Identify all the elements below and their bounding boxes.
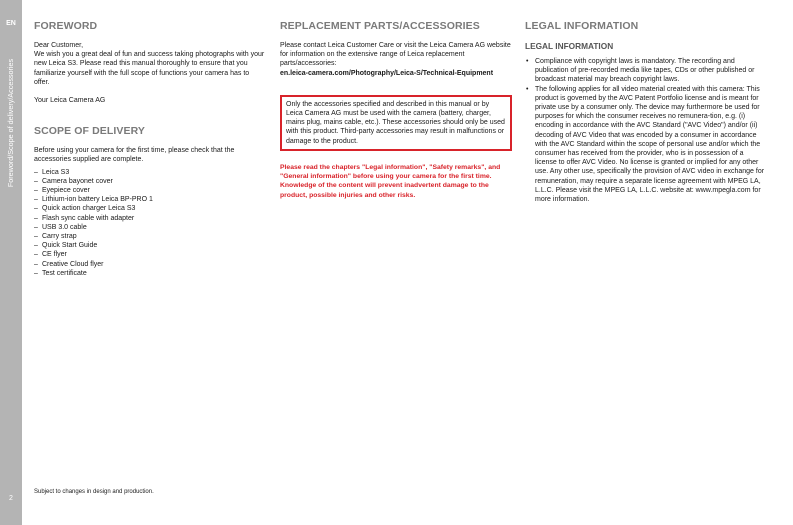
list-item: – Quick action charger Leica S3 [34, 204, 266, 213]
side-tab [0, 0, 22, 525]
legal-list [525, 57, 765, 204]
language-label: EN [6, 20, 16, 27]
column-foreword [34, 20, 266, 278]
foreword-signature: Your Leica Camera AG [34, 97, 106, 105]
list-item: • Compliance with copyright laws is mandatory. The recording and publication of pre-recorded media like tapes, CDs or other published or broadcast material may breach copyright laws. [525, 57, 765, 85]
scope-intro: Before using your camera for the first time, please check that the accessories supplied are complete. [34, 147, 235, 164]
column-replacement [280, 20, 512, 200]
list-item: – Lithium-ion battery Leica BP-PRO 1 [34, 195, 266, 204]
legal-heading: LEGAL INFORMATION [525, 20, 639, 32]
list-item: – Flash sync cable with adapter [34, 214, 266, 223]
column-legal [525, 20, 765, 204]
footer-note: Subject to changes in design and production. [34, 489, 154, 495]
scope-heading: SCOPE OF DELIVERY [34, 125, 145, 138]
section-title-vertical: Foreword/Scope of delivery/Accessories [6, 58, 15, 188]
list-item: – Quick Start Guide [34, 241, 266, 250]
notice-text: Only the accessories specified and described in this manual or by Leica Camera AG must be used with the camera (battery, charger, mains plug, mains cable, etc.). These accessories should only be used with this product. Third-party accessories may result in malfunctions or damage to the product. [286, 100, 505, 145]
list-item: – Leica S3 [34, 168, 266, 177]
safety-warning: Please read the chapters "Legal information", "Safety remarks", and "General information" before using your camera for the first time. Knowledge of the content will prevent inadvertent damage to the product, possible injuries and other risks. [280, 163, 501, 199]
list-item: – Camera bayonet cover [34, 177, 266, 186]
list-item: – Creative Cloud flyer [34, 260, 266, 269]
list-item: – Carry strap [34, 232, 266, 241]
list-item: – USB 3.0 cable [34, 223, 266, 232]
replacement-body: Please contact Leica Customer Care or visit the Leica Camera AG website for information on the extensive range of Leica replacement parts/accessories: [280, 42, 511, 68]
page-number: 2 [9, 495, 13, 502]
legal-subheading: LEGAL INFORMATION [525, 41, 614, 51]
accessories-notice-box [280, 95, 512, 151]
foreword-greeting: Dear Customer, [34, 42, 84, 49]
list-item: – CE flyer [34, 250, 266, 259]
list-item: • The following applies for all video material created with this camera: This product is governed by the AVC Patent Portfolio license and is meant for private use by a consumer only. The device may furthermore be used for purposes for which the consumer receives no remunera-tion, e.g. (i) encoding in accordance with the AVC Standard ("AVC Video") and/or (ii) decoding of AVC Video that was encoded by a consumer in accordance with the AVC Standard within the scope of personal use and/or which the consumer has received from the provider, who is in possession of a license to offer AVC Video. No license is granted or implied for any other use. Any other use, specifically the provision of AVC video in exchange for remuneration, may require a separate license agreement with MPEG LA, L.L.C. Please visit the MPEG LA, L.L.C. website at: www.mpegla.com for more information. [525, 85, 765, 205]
replacement-heading: REPLACEMENT PARTS/ACCESSORIES [280, 20, 480, 32]
foreword-body: We wish you a great deal of fun and success taking photographs with your new Leica S3. Please read this manual thoroughly to ensure that you familiarize yourself with the full scope of functions your camera has to offer. [34, 51, 265, 86]
accessories-link[interactable]: en.leica-camera.com/Photography/Leica-S/Technical-Equipment [280, 69, 494, 77]
list-item: – Eyepiece cover [34, 186, 266, 195]
scope-list [34, 168, 266, 278]
list-item: – Test certificate [34, 269, 266, 278]
foreword-heading: FOREWORD [34, 20, 98, 32]
